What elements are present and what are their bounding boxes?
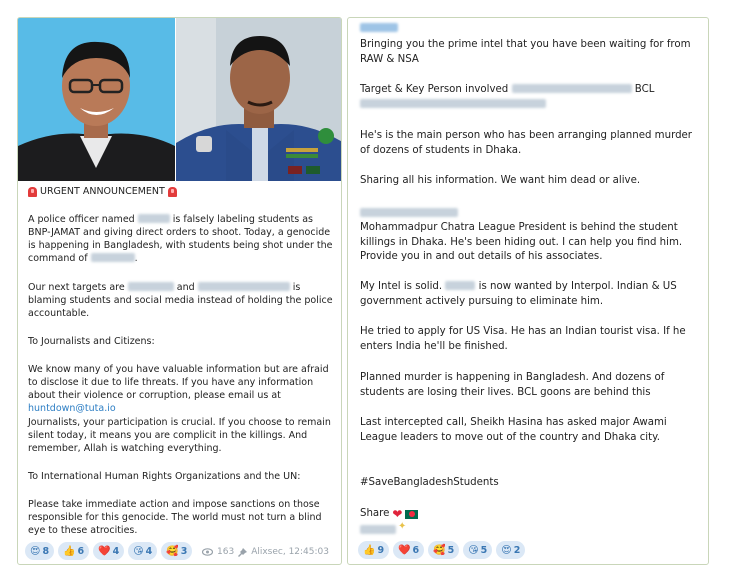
reaction-thumbs-up[interactable]: 👍 9 [358, 541, 389, 559]
photo-police-officer[interactable] [176, 18, 342, 181]
paragraph-planned-murder: Planned murder is happening in Bangladesh. And dozens of students are losing their lives. BCL goons are behind this [360, 372, 665, 398]
redacted-name [198, 282, 290, 291]
sparkle-icon: ✦ [398, 521, 407, 532]
share-label: Share [360, 508, 390, 519]
left-reactions [25, 542, 192, 560]
reaction-heart-eyes[interactable]: 😍 2 [496, 541, 525, 559]
right-message [347, 17, 709, 565]
reaction-smiling-hearts[interactable]: 🥰 3 [161, 542, 192, 560]
paragraph-sharing: Sharing all his information. We want him dead or alive. [360, 175, 641, 186]
paragraph-info-request: We know many of you have valuable information but are afraid to disclose it due to life threats. If you have any information about their violence or corruption, please email us at huntdown@tuta.io [28, 364, 329, 414]
redacted-name [360, 208, 458, 217]
author-timestamp: Alixsec, 12:45:03 [251, 547, 329, 557]
left-message [17, 17, 342, 565]
photo-collage[interactable] [18, 18, 342, 181]
paragraph-sanctions: Please take immediate action and impose sanctions on those responsible for this genocide. The world must not turn a blind eye to these atrocities. [28, 499, 322, 536]
photo-civilian[interactable] [18, 18, 175, 181]
reaction-heart[interactable]: ❤️ 6 [393, 541, 424, 559]
redacted-name [91, 253, 135, 262]
bangladesh-flag-icon [405, 510, 418, 519]
reaction-kiss[interactable]: 😘 5 [463, 541, 492, 559]
paragraph-next-targets: Our next targets are and is blaming students and social media instead of holding the police accountable. [28, 282, 333, 319]
officer-portrait [176, 18, 342, 181]
right-reactions [358, 541, 525, 559]
paragraph-police-officer: A police officer named is falsely labeling students as BNP-JAMAT and giving direct orders to shoot. Today, a genocide is happening in Bangladesh, with students being shot under the command of . [28, 214, 333, 264]
siren-icon [168, 187, 177, 197]
heading-human-rights: To International Human Rights Organizations and the UN: [28, 471, 301, 482]
siren-icon [28, 187, 37, 197]
message-meta [202, 547, 329, 557]
reaction-thumbs-up[interactable]: 👍 6 [58, 542, 89, 560]
paragraph-intercepted-call: Last intercepted call, Sheikh Hasina has asked major Awami League leaders to move out of the country and Dhaka city. [360, 417, 667, 443]
paragraph-intel: My Intel is solid. is now wanted by Interpol. Indian & US government actively pursuing to eliminate him. [360, 281, 677, 307]
share-line [360, 507, 700, 522]
civilian-portrait [18, 18, 175, 181]
paragraph-intro: Bringing you the prime intel that you have been waiting for from RAW & NSA [360, 39, 691, 65]
redacted-name [138, 214, 170, 223]
heading-journalists: To Journalists and Citizens: [28, 336, 155, 347]
redacted-name [512, 84, 632, 93]
paragraph-visa: He tried to apply for US Visa. He has an Indian tourist visa. If he enters India he'll be finished. [360, 326, 686, 352]
redacted-signature [360, 525, 396, 534]
redacted-name [445, 281, 475, 290]
reaction-heart[interactable]: ❤️ 4 [93, 542, 124, 560]
redacted-name [128, 282, 174, 291]
paragraph-journalists: Journalists, your participation is crucial. If you choose to remain silent today, it means you are complicit in the killings. And remember, Allah is watching everything. [28, 417, 331, 454]
paragraph-target: Target & Key Person involved BCL [360, 83, 700, 112]
reaction-heart-eyes[interactable]: 😍 8 [25, 542, 54, 560]
reaction-smiling-hearts[interactable]: 🥰 5 [428, 541, 459, 559]
paragraph-chatra-league: Mohammadpur Chatra League President is behind the student killings in Dhaka. He's been hiding out. I can help you find him. Provide you in and out details of his associates. [360, 222, 683, 262]
eye-icon [202, 548, 213, 556]
view-count: 163 [217, 547, 235, 557]
email-link[interactable]: huntdown@tuta.io [28, 403, 116, 414]
urgent-heading [28, 185, 177, 198]
redacted-sender-name [360, 23, 398, 32]
redacted-title [360, 99, 546, 108]
pin-icon [238, 548, 247, 557]
hashtag-link[interactable]: #SaveBangladeshStudents [360, 477, 499, 488]
heart-icon: ❤ [392, 507, 403, 521]
paragraph-main-person: He's is the main person who has been arranging planned murder of dozens of students in Dhaka. [360, 130, 692, 156]
reaction-kiss[interactable]: 😘 4 [128, 542, 157, 560]
urgent-title: URGENT ANNOUNCEMENT [40, 186, 165, 197]
